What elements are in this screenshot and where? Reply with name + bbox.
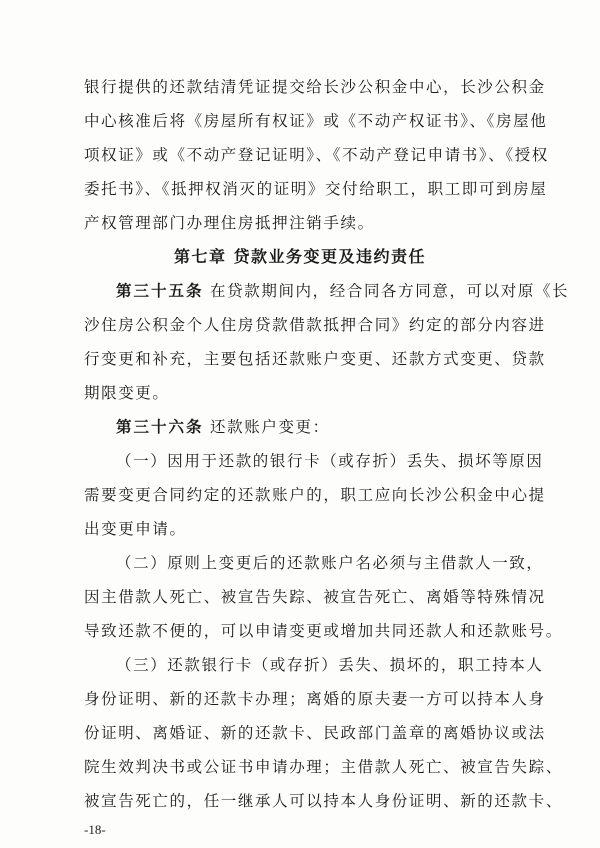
item-1-line: （一）因用于还款的银行卡（或存折）丢失、损坏等原因: [116, 452, 544, 470]
article-35-first-line: [116, 276, 570, 306]
paragraph-line: 中心核准后将《房屋所有权证》或《不动产权证书》、《房屋他: [84, 112, 548, 130]
paragraph-line: 期限变更。: [84, 384, 170, 402]
item-2-line: （二）原则上变更后的还款账户名必须与主借款人一致，: [116, 554, 544, 572]
article-35-text: 在贷款期间内，经合同各方同意，可以对原《长: [210, 282, 570, 300]
paragraph-line: 行变更和补充，主要包括还款账户变更、还款方式变更、贷款: [84, 350, 546, 368]
article-36-label: 第三十六条: [116, 418, 204, 436]
item-1-line: 出变更申请。: [84, 520, 187, 538]
item-3-line: 身份证明、新的还款卡办理；离婚的原夫妻一方可以持本人身: [84, 690, 546, 708]
article-36-text: 还款账户变更：: [210, 418, 330, 436]
article-35-label: 第三十五条: [116, 282, 204, 300]
item-3-line: 份证明、离婚证、新的还款卡、民政部门盖章的离婚协议或法: [84, 724, 546, 742]
paragraph-line: 产权管理部门办理住房抵押注销手续。: [84, 214, 375, 232]
chapter-heading: 第七章 贷款业务变更及违约责任: [173, 247, 427, 266]
page-number: -18-: [84, 822, 106, 837]
item-3-line: 院生效判决书或公证书申请办理；主借款人死亡、被宣告失踪、: [84, 758, 563, 776]
paragraph-line: 银行提供的还款结清凭证提交给长沙公积金中心，长沙公积金: [84, 78, 546, 96]
item-2-line: 导致还款不便的，可以申请变更或增加共同还款人和还款账号。: [84, 622, 563, 640]
item-3-line: 被宣告死亡的，任一继承人可以持本人身份证明、新的还款卡、: [84, 792, 563, 810]
item-2-line: 因主借款人死亡、被宣告失踪、被宣告死亡、离婚等特殊情况: [84, 588, 546, 606]
paragraph-line: 沙住房公积金个人住房贷款借款抵押合同》约定的部分内容进: [84, 316, 546, 334]
article-36-first-line: [116, 412, 516, 442]
paragraph-line: 委托书》、《抵押权消灭的证明》交付给职工，职工即可到房屋: [84, 180, 548, 198]
paragraph-line: 项权证》或《不动产登记证明》、《不动产登记申请书》、《授权: [84, 146, 549, 164]
item-3-line: （三）还款银行卡（或存折）丢失、损坏的，职工持本人: [116, 656, 544, 674]
item-1-line: 需要变更合同约定的还款账户的，职工应向长沙公积金中心提: [84, 486, 546, 504]
